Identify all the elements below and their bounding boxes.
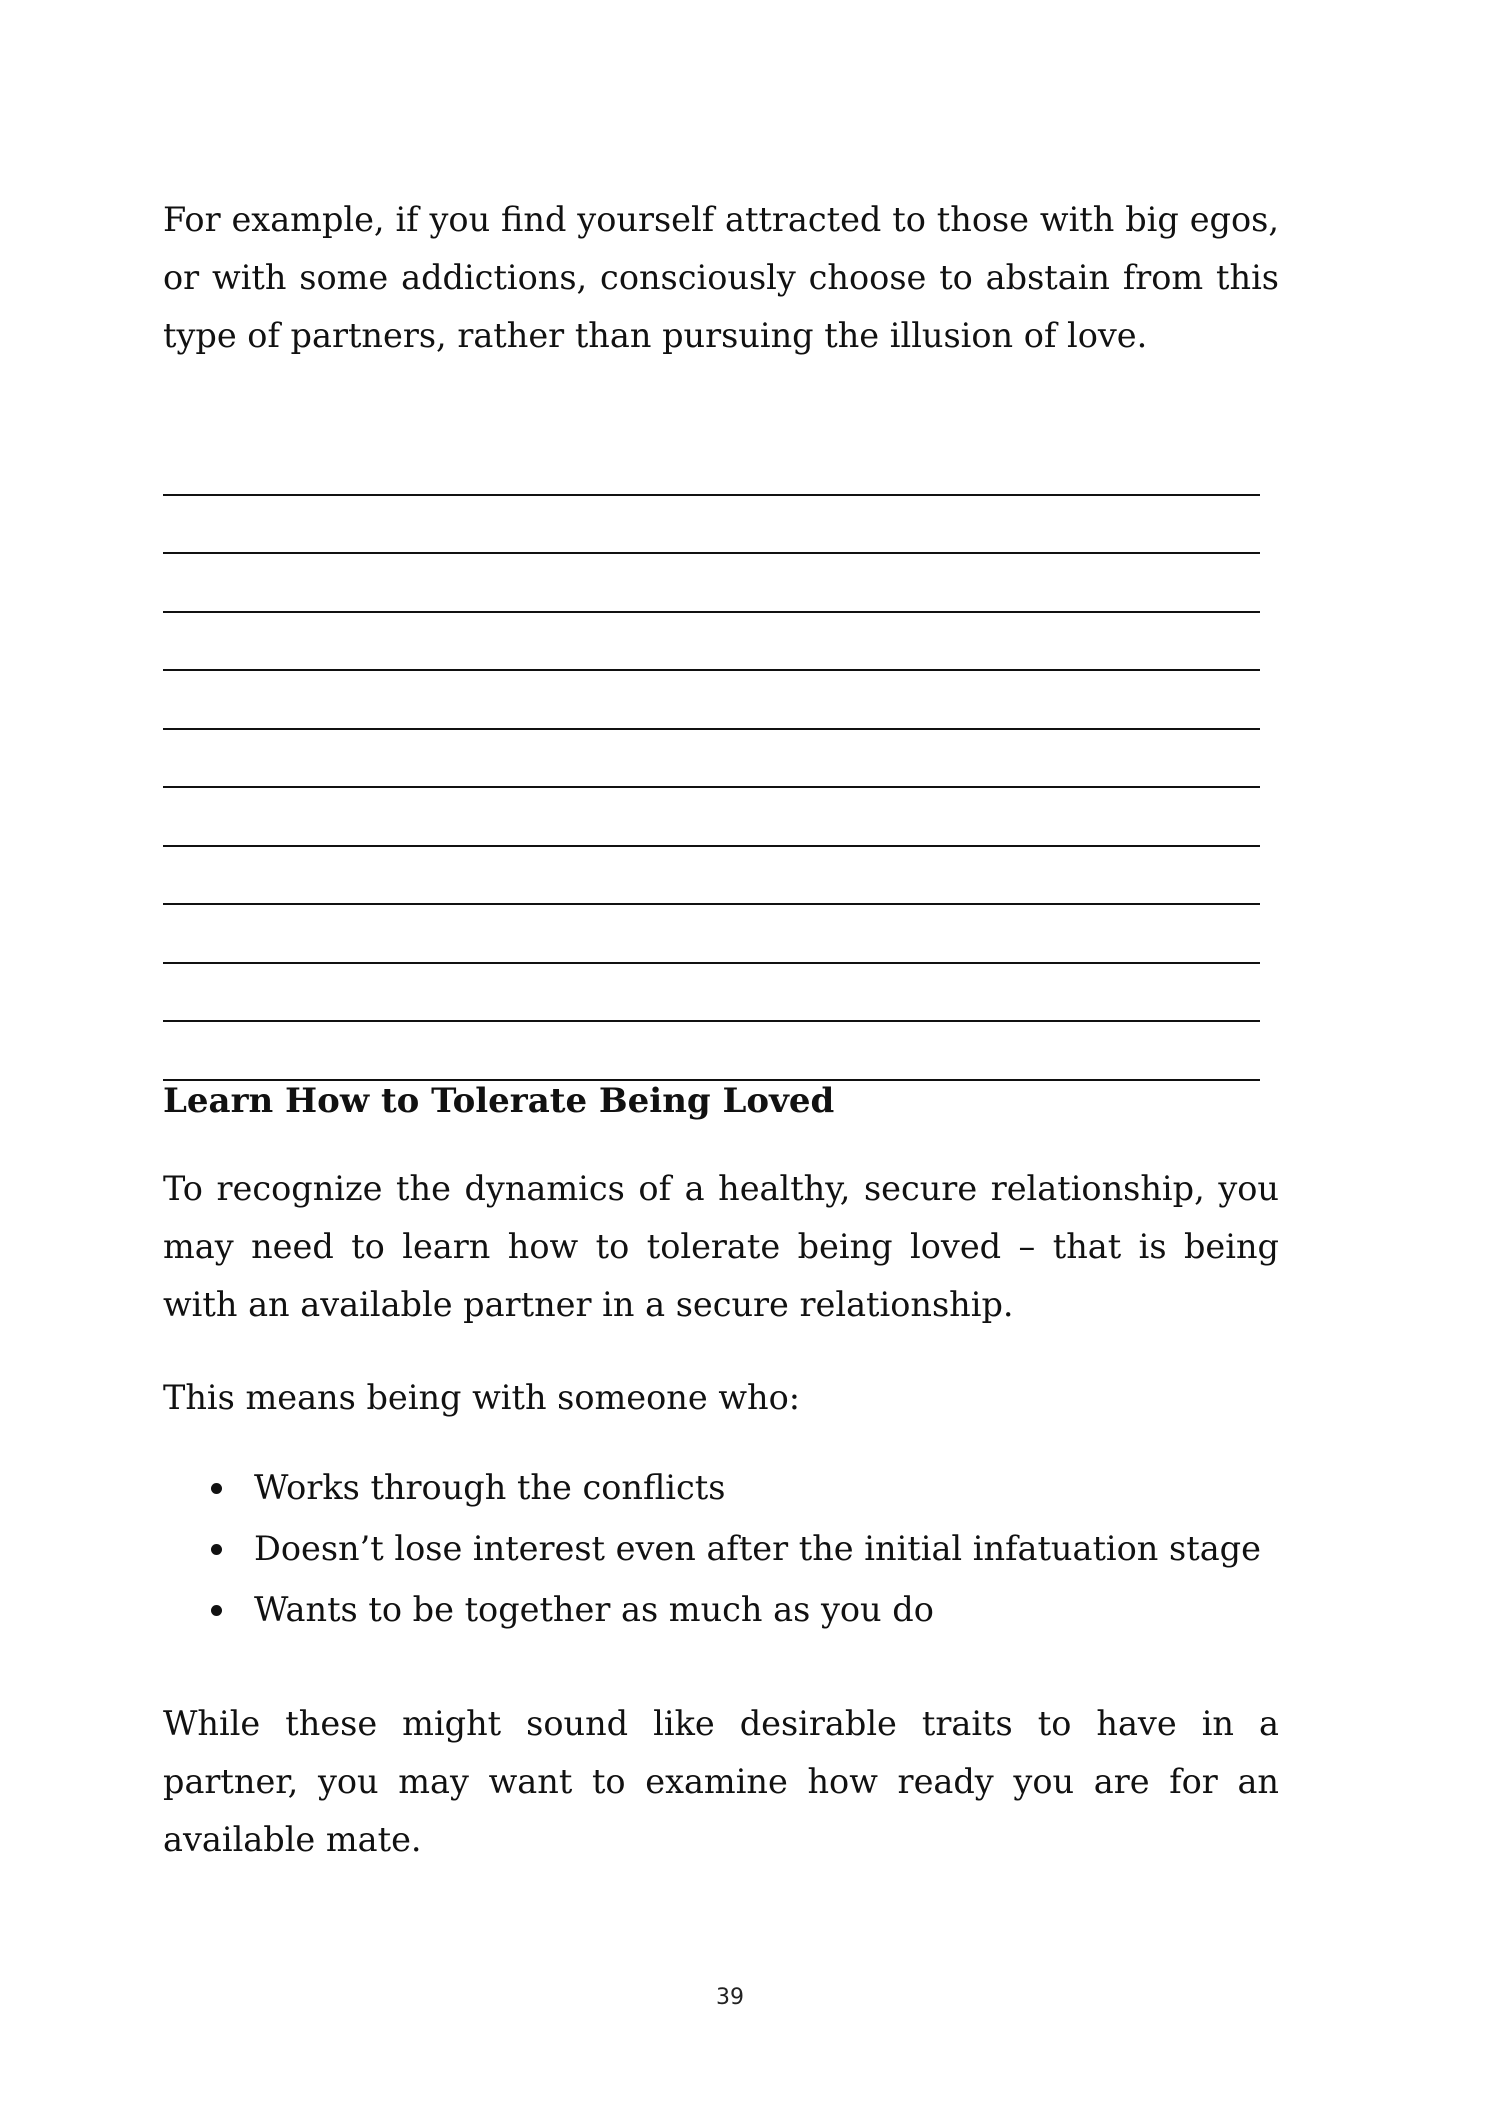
- list-item-text: Wants to be together as much as you do: [254, 1590, 934, 1629]
- writing-line: [163, 905, 1260, 964]
- body-paragraph-tolerate: To recognize the dynamics of a healthy, secure relationship, you may need to learn how to tolerate being loved – that is being with an available partner in a secure relationship.: [163, 1169, 1279, 1324]
- intro-paragraph: For example, if you find yourself attracted to those with big egos, or with some addictions, consciously choose to abstain from this type of partners, rather than pursuing the illusion of love.: [163, 200, 1279, 355]
- writing-line: [163, 964, 1260, 1023]
- bullet-dot-icon: [211, 1544, 222, 1555]
- list-item: [163, 1518, 1279, 1579]
- writing-line: [163, 554, 1260, 613]
- writing-line: [163, 496, 1260, 555]
- list-item: [163, 1457, 1279, 1518]
- bullet-list: [163, 1457, 1279, 1640]
- writing-line: [163, 613, 1260, 672]
- writing-line: [163, 847, 1260, 906]
- list-item-text: Doesn’t lose interest even after the initial infatuation stage: [254, 1529, 1261, 1568]
- writing-line: [163, 437, 1260, 496]
- section-heading: Learn How to Tolerate Being Loved: [163, 1081, 835, 1121]
- writing-lines: [163, 437, 1260, 1081]
- page-number: 39: [716, 1985, 744, 2010]
- body-paragraph-means: This means being with someone who:: [163, 1378, 801, 1417]
- bullet-dot-icon: [211, 1483, 222, 1494]
- list-item: [163, 1579, 1279, 1640]
- body-paragraph-closing: While these might sound like desirable traits to have in a partner, you may want to examine how ready you are for an available mate.: [163, 1704, 1279, 1859]
- writing-line: [163, 671, 1260, 730]
- list-item-text: Works through the conflicts: [254, 1468, 726, 1507]
- bullet-dot-icon: [211, 1605, 222, 1616]
- writing-line: [163, 730, 1260, 789]
- writing-line: [163, 788, 1260, 847]
